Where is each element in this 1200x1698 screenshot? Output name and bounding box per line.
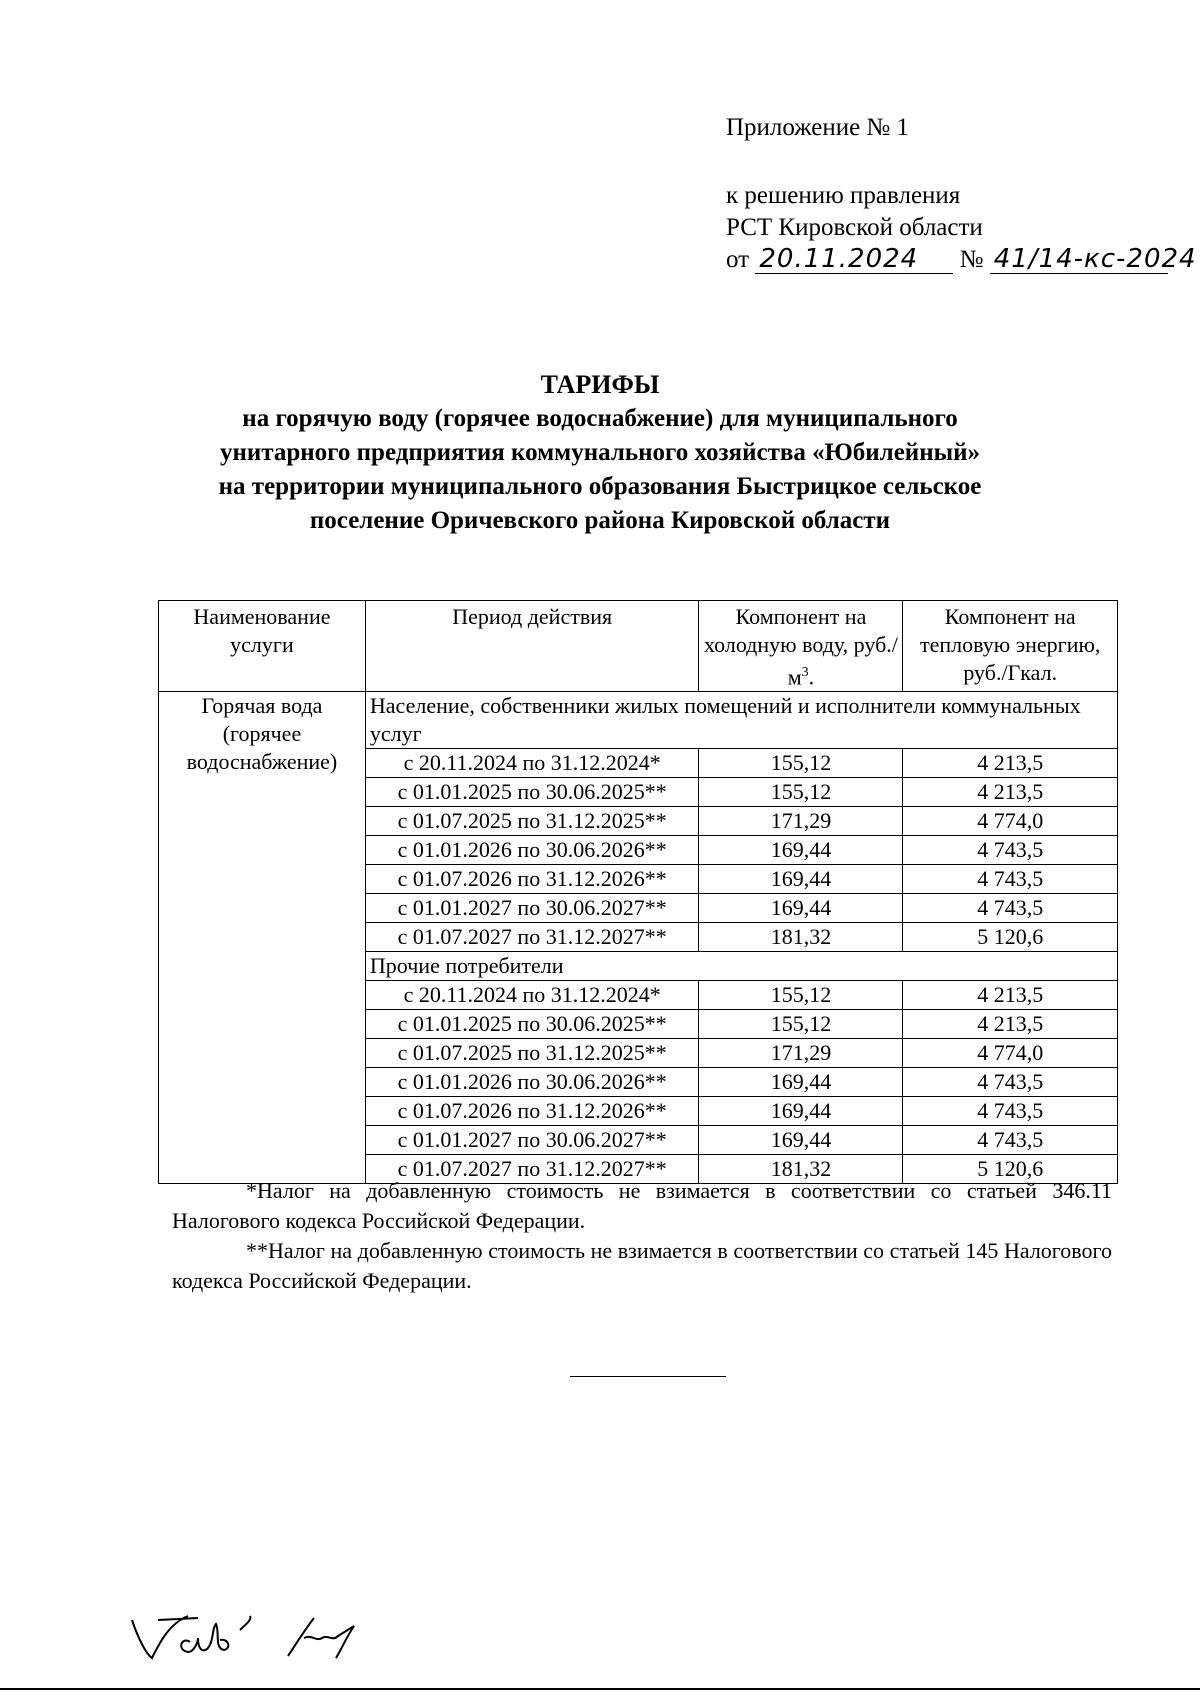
heat-energy-cell: 4 213,5 [903,749,1118,778]
cold-water-cell: 155,12 [699,1010,903,1039]
header-heat-energy: Компонент на тепловую энергию, руб./Гкал. [903,601,1118,692]
title-line-3: на территории муниципального образования Быстрицкое сельское [218,473,982,500]
header-cold-text: Компонент на холодную воду, руб./м [703,604,898,690]
consumer-group-label: Население, собственники жилых помещений и исполнители коммунальных услуг [365,692,1117,749]
decision-reference [726,180,1197,276]
decision-line-2: РСТ Кировской области [726,214,983,241]
cold-water-cell: 155,12 [699,981,903,1010]
heat-energy-cell: 5 120,6 [903,1155,1118,1184]
period-cell: с 20.11.2024 по 31.12.2024* [365,749,699,778]
signature-icon [128,1598,388,1668]
heat-energy-cell: 4 774,0 [903,1039,1118,1068]
cold-water-cell: 169,44 [699,1068,903,1097]
period-cell: с 01.01.2027 по 30.06.2027** [365,894,699,923]
heat-energy-cell: 4 213,5 [903,778,1118,807]
heat-energy-cell: 4 743,5 [903,1068,1118,1097]
title-line-1: на горячую воду (горячее водоснабжение) для муниципального [242,405,958,432]
cold-water-cell: 169,44 [699,1097,903,1126]
page-bottom-line [0,1688,1200,1690]
header-cold-suffix: . [808,664,815,690]
decision-number: 41/14-кс-2024 [990,245,1168,274]
period-cell: с 01.07.2025 по 31.12.2025** [365,807,699,836]
cold-water-cell: 169,44 [699,865,903,894]
heat-energy-cell: 4 743,5 [903,836,1118,865]
appendix-label [726,112,909,144]
cold-water-cell: 155,12 [699,749,903,778]
footnotes [172,1176,1112,1296]
consumer-group-label: Прочие потребители [365,952,1117,981]
header-cold-water [699,601,903,692]
cold-water-cell: 155,12 [699,778,903,807]
period-cell: с 01.07.2026 по 31.12.2026** [365,1097,699,1126]
period-cell: с 01.01.2026 по 30.06.2026** [365,1068,699,1097]
header-cold-sup: 3 [801,665,809,680]
cold-water-cell: 181,32 [699,923,903,952]
heat-energy-cell: 4 774,0 [903,807,1118,836]
tariff-table [158,600,1118,1184]
period-cell: с 01.07.2027 по 31.12.2027** [365,923,699,952]
tariff-body [159,692,1118,1184]
title-line-2: унитарного предприятия коммунального хозяйства «Юбилейный» [219,439,981,466]
handwritten-initials-icon [128,1598,388,1673]
heat-energy-cell: 4 213,5 [903,981,1118,1010]
period-cell: с 01.01.2027 по 30.06.2027** [365,1126,699,1155]
heat-energy-cell: 4 213,5 [903,1010,1118,1039]
decision-line-3 [726,244,1197,276]
period-cell: с 01.01.2026 по 30.06.2026** [365,836,699,865]
footnote-2: **Налог на добавленную стоимость не взимается в соответствии со статьей 145 Налогового кодекса Российской Федерации. [172,1238,1112,1293]
separator-line [570,1376,726,1377]
heat-energy-cell: 5 120,6 [903,923,1118,952]
period-cell: с 01.01.2025 по 30.06.2025** [365,778,699,807]
period-cell: с 01.07.2025 по 31.12.2025** [365,1039,699,1068]
service-name-cell: Горячая вода (горячее водоснабжение) [159,692,366,1184]
period-cell: с 01.07.2027 по 31.12.2027** [365,1155,699,1184]
footnote-1: *Налог на добавленную стоимость не взимается в соответствии со статьей 346.11 Налогового кодекса Российской Федерации. [172,1178,1112,1233]
heat-energy-cell: 4 743,5 [903,865,1118,894]
document-title [150,368,1050,538]
decision-date: 20.11.2024 [755,245,953,274]
heat-energy-cell: 4 743,5 [903,1126,1118,1155]
cold-water-cell: 171,29 [699,807,903,836]
title-main: ТАРИФЫ [540,370,660,399]
table-header-row [159,601,1118,692]
header-period: Период действия [365,601,699,692]
title-line-4: поселение Оричевского района Кировской области [309,507,891,534]
heat-energy-cell: 4 743,5 [903,1097,1118,1126]
header-service: Наименование услуги [159,601,366,692]
period-cell: с 20.11.2024 по 31.12.2024* [365,981,699,1010]
cold-water-cell: 181,32 [699,1155,903,1184]
cold-water-cell: 169,44 [699,894,903,923]
cold-water-cell: 169,44 [699,836,903,865]
from-label: от [726,246,750,273]
heat-energy-cell: 4 743,5 [903,894,1118,923]
decision-line-1: к решению правления [726,182,961,209]
period-cell: с 01.01.2025 по 30.06.2025** [365,1010,699,1039]
appendix-text: Приложение № 1 [726,114,910,141]
number-label: № [959,246,984,273]
group-row [159,692,1118,749]
cold-water-cell: 169,44 [699,1126,903,1155]
period-cell: с 01.07.2026 по 31.12.2026** [365,865,699,894]
cold-water-cell: 171,29 [699,1039,903,1068]
